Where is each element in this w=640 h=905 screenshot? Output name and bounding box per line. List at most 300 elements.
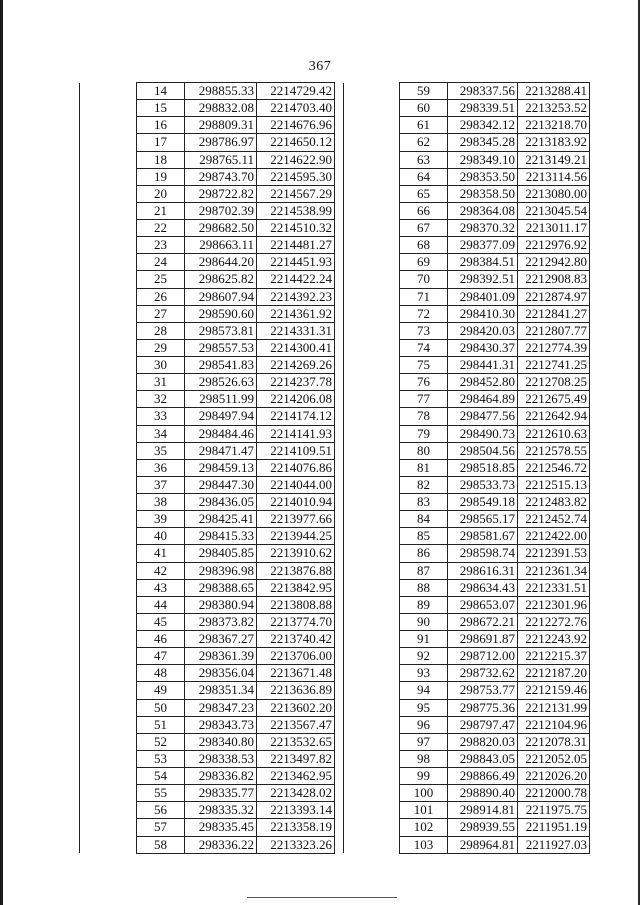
x-coordinate-cell: 298497.94 xyxy=(185,408,257,425)
table-row xyxy=(344,305,590,322)
point-number-cell: 85 xyxy=(400,528,448,545)
table-row xyxy=(344,202,590,219)
point-number-cell: 99 xyxy=(400,768,448,785)
table-row xyxy=(344,716,590,733)
y-coordinate-cell: 2213011.17 xyxy=(518,220,590,237)
x-coordinate-cell: 298549.18 xyxy=(448,494,518,511)
table-row xyxy=(80,631,335,648)
y-coordinate-cell: 2212976.92 xyxy=(518,237,590,254)
x-coordinate-cell: 298541.83 xyxy=(185,357,257,374)
table-row xyxy=(80,442,335,459)
y-coordinate-cell: 2213532.65 xyxy=(257,733,335,750)
blank-cell xyxy=(80,648,137,665)
x-coordinate-cell: 298722.82 xyxy=(185,185,257,202)
table-row xyxy=(344,494,590,511)
table-row xyxy=(80,494,335,511)
x-coordinate-cell: 298335.45 xyxy=(185,819,257,836)
y-coordinate-cell: 2212391.53 xyxy=(518,545,590,562)
point-number-cell: 36 xyxy=(137,459,185,476)
table-row xyxy=(344,545,590,562)
point-number-cell: 80 xyxy=(400,442,448,459)
point-number-cell: 93 xyxy=(400,665,448,682)
y-coordinate-cell: 2213842.95 xyxy=(257,579,335,596)
blank-cell xyxy=(344,100,400,117)
blank-cell xyxy=(344,682,400,699)
x-coordinate-cell: 298340.80 xyxy=(185,733,257,750)
table-row xyxy=(80,83,335,100)
blank-cell xyxy=(80,494,137,511)
blank-cell xyxy=(80,459,137,476)
blank-cell xyxy=(80,819,137,836)
x-coordinate-cell: 298349.10 xyxy=(448,151,518,168)
y-coordinate-cell: 2213944.25 xyxy=(257,528,335,545)
table-row xyxy=(80,596,335,613)
blank-cell xyxy=(344,408,400,425)
blank-cell xyxy=(80,511,137,528)
y-coordinate-cell: 2212546.72 xyxy=(518,459,590,476)
table-row xyxy=(80,339,335,356)
y-coordinate-cell: 2214676.96 xyxy=(257,117,335,134)
point-number-cell: 17 xyxy=(137,134,185,151)
table-row xyxy=(344,819,590,836)
blank-cell xyxy=(344,357,400,374)
x-coordinate-cell: 298337.56 xyxy=(448,83,518,100)
y-coordinate-cell: 2214300.41 xyxy=(257,339,335,356)
point-number-cell: 94 xyxy=(400,682,448,699)
blank-cell xyxy=(80,254,137,271)
y-coordinate-cell: 2212301.96 xyxy=(518,596,590,613)
blank-cell xyxy=(344,648,400,665)
point-number-cell: 47 xyxy=(137,648,185,665)
table-row xyxy=(344,648,590,665)
point-number-cell: 26 xyxy=(137,288,185,305)
point-number-cell: 40 xyxy=(137,528,185,545)
x-coordinate-cell: 298392.51 xyxy=(448,271,518,288)
table-row xyxy=(344,768,590,785)
table-row xyxy=(80,459,335,476)
blank-cell xyxy=(344,459,400,476)
y-coordinate-cell: 2213602.20 xyxy=(257,699,335,716)
y-coordinate-cell: 2212000.78 xyxy=(518,785,590,802)
point-number-cell: 56 xyxy=(137,802,185,819)
y-coordinate-cell: 2212515.13 xyxy=(518,476,590,493)
blank-cell xyxy=(80,750,137,767)
blank-cell xyxy=(80,716,137,733)
y-coordinate-cell: 2212708.25 xyxy=(518,374,590,391)
x-coordinate-cell: 298484.46 xyxy=(185,425,257,442)
y-coordinate-cell: 2214206.08 xyxy=(257,391,335,408)
table-row xyxy=(80,271,335,288)
table-row xyxy=(80,322,335,339)
y-coordinate-cell: 2214237.78 xyxy=(257,374,335,391)
y-coordinate-cell: 2212159.46 xyxy=(518,682,590,699)
coordinates-table-right xyxy=(343,82,590,854)
point-number-cell: 60 xyxy=(400,100,448,117)
point-number-cell: 103 xyxy=(400,836,448,853)
y-coordinate-cell: 2211975.75 xyxy=(518,802,590,819)
x-coordinate-cell: 298598.74 xyxy=(448,545,518,562)
table-body-left xyxy=(80,83,335,854)
table-row xyxy=(80,408,335,425)
blank-cell xyxy=(344,631,400,648)
point-number-cell: 100 xyxy=(400,785,448,802)
y-coordinate-cell: 2212187.20 xyxy=(518,665,590,682)
x-coordinate-cell: 298425.41 xyxy=(185,511,257,528)
blank-cell xyxy=(80,836,137,853)
x-coordinate-cell: 298336.82 xyxy=(185,768,257,785)
point-number-cell: 59 xyxy=(400,83,448,100)
x-coordinate-cell: 298504.56 xyxy=(448,442,518,459)
blank-cell xyxy=(80,562,137,579)
table-row xyxy=(344,613,590,630)
blank-cell xyxy=(344,288,400,305)
point-number-cell: 16 xyxy=(137,117,185,134)
x-coordinate-cell: 298712.00 xyxy=(448,648,518,665)
x-coordinate-cell: 298890.40 xyxy=(448,785,518,802)
point-number-cell: 33 xyxy=(137,408,185,425)
y-coordinate-cell: 2214567.29 xyxy=(257,185,335,202)
point-number-cell: 30 xyxy=(137,357,185,374)
blank-cell xyxy=(80,802,137,819)
blank-cell xyxy=(344,665,400,682)
table-row xyxy=(344,425,590,442)
blank-cell xyxy=(344,716,400,733)
table-row xyxy=(80,220,335,237)
point-number-cell: 19 xyxy=(137,168,185,185)
x-coordinate-cell: 298590.60 xyxy=(185,305,257,322)
table-row xyxy=(344,100,590,117)
y-coordinate-cell: 2213288.41 xyxy=(518,83,590,100)
blank-cell xyxy=(80,476,137,493)
blank-cell xyxy=(344,271,400,288)
y-coordinate-cell: 2214109.51 xyxy=(257,442,335,459)
x-coordinate-cell: 298490.73 xyxy=(448,425,518,442)
x-coordinate-cell: 298477.56 xyxy=(448,408,518,425)
blank-cell xyxy=(344,613,400,630)
blank-cell xyxy=(80,185,137,202)
blank-cell xyxy=(344,785,400,802)
x-coordinate-cell: 298607.94 xyxy=(185,288,257,305)
table-row xyxy=(344,476,590,493)
blank-cell xyxy=(80,579,137,596)
y-coordinate-cell: 2212052.05 xyxy=(518,750,590,767)
x-coordinate-cell: 298447.30 xyxy=(185,476,257,493)
table-row xyxy=(344,785,590,802)
table-row xyxy=(80,665,335,682)
x-coordinate-cell: 298436.05 xyxy=(185,494,257,511)
point-number-cell: 37 xyxy=(137,476,185,493)
blank-cell xyxy=(80,528,137,545)
point-number-cell: 14 xyxy=(137,83,185,100)
table-row xyxy=(344,699,590,716)
x-coordinate-cell: 298616.31 xyxy=(448,562,518,579)
blank-cell xyxy=(344,83,400,100)
table-row xyxy=(344,168,590,185)
point-number-cell: 24 xyxy=(137,254,185,271)
table-row xyxy=(80,254,335,271)
table-row xyxy=(80,613,335,630)
y-coordinate-cell: 2213149.21 xyxy=(518,151,590,168)
x-coordinate-cell: 298339.51 xyxy=(448,100,518,117)
table-row xyxy=(80,716,335,733)
y-coordinate-cell: 2213636.89 xyxy=(257,682,335,699)
blank-cell xyxy=(80,134,137,151)
point-number-cell: 25 xyxy=(137,271,185,288)
blank-cell xyxy=(344,151,400,168)
table-row xyxy=(344,459,590,476)
blank-cell xyxy=(80,768,137,785)
x-coordinate-cell: 298820.03 xyxy=(448,733,518,750)
point-number-cell: 27 xyxy=(137,305,185,322)
point-number-cell: 78 xyxy=(400,408,448,425)
blank-cell xyxy=(80,220,137,237)
table-row xyxy=(344,631,590,648)
x-coordinate-cell: 298533.73 xyxy=(448,476,518,493)
point-number-cell: 31 xyxy=(137,374,185,391)
table-row xyxy=(80,648,335,665)
blank-cell xyxy=(80,374,137,391)
table-row xyxy=(80,785,335,802)
x-coordinate-cell: 298356.04 xyxy=(185,665,257,682)
point-number-cell: 67 xyxy=(400,220,448,237)
point-number-cell: 91 xyxy=(400,631,448,648)
y-coordinate-cell: 2212610.63 xyxy=(518,425,590,442)
y-coordinate-cell: 2213774.70 xyxy=(257,613,335,630)
x-coordinate-cell: 298401.09 xyxy=(448,288,518,305)
scan-edge-left xyxy=(0,0,3,905)
blank-cell xyxy=(344,750,400,767)
footer-line xyxy=(247,897,397,898)
point-number-cell: 50 xyxy=(137,699,185,716)
table-row xyxy=(344,391,590,408)
point-number-cell: 90 xyxy=(400,613,448,630)
table-row xyxy=(344,682,590,699)
table-row xyxy=(344,151,590,168)
x-coordinate-cell: 298775.36 xyxy=(448,699,518,716)
point-number-cell: 20 xyxy=(137,185,185,202)
y-coordinate-cell: 2213977.66 xyxy=(257,511,335,528)
blank-cell xyxy=(344,322,400,339)
blank-cell xyxy=(80,357,137,374)
y-coordinate-cell: 2212874.97 xyxy=(518,288,590,305)
point-number-cell: 38 xyxy=(137,494,185,511)
y-coordinate-cell: 2212422.00 xyxy=(518,528,590,545)
point-number-cell: 84 xyxy=(400,511,448,528)
blank-cell xyxy=(344,305,400,322)
table-row xyxy=(80,117,335,134)
x-coordinate-cell: 298338.53 xyxy=(185,750,257,767)
table-row xyxy=(344,802,590,819)
table-row xyxy=(344,288,590,305)
x-coordinate-cell: 298581.67 xyxy=(448,528,518,545)
x-coordinate-cell: 298866.49 xyxy=(448,768,518,785)
y-coordinate-cell: 2214622.90 xyxy=(257,151,335,168)
blank-cell xyxy=(80,613,137,630)
y-coordinate-cell: 2214331.31 xyxy=(257,322,335,339)
x-coordinate-cell: 298672.21 xyxy=(448,613,518,630)
y-coordinate-cell: 2213183.92 xyxy=(518,134,590,151)
point-number-cell: 87 xyxy=(400,562,448,579)
y-coordinate-cell: 2213253.52 xyxy=(518,100,590,117)
table-row xyxy=(344,562,590,579)
blank-cell xyxy=(344,391,400,408)
y-coordinate-cell: 2212841.27 xyxy=(518,305,590,322)
point-number-cell: 71 xyxy=(400,288,448,305)
y-coordinate-cell: 2212078.31 xyxy=(518,733,590,750)
y-coordinate-cell: 2212741.25 xyxy=(518,357,590,374)
x-coordinate-cell: 298384.51 xyxy=(448,254,518,271)
y-coordinate-cell: 2214703.40 xyxy=(257,100,335,117)
x-coordinate-cell: 298335.32 xyxy=(185,802,257,819)
y-coordinate-cell: 2214481.27 xyxy=(257,237,335,254)
y-coordinate-cell: 2214451.93 xyxy=(257,254,335,271)
point-number-cell: 101 xyxy=(400,802,448,819)
x-coordinate-cell: 298342.12 xyxy=(448,117,518,134)
y-coordinate-cell: 2213114.56 xyxy=(518,168,590,185)
table-row xyxy=(80,528,335,545)
x-coordinate-cell: 298343.73 xyxy=(185,716,257,733)
x-coordinate-cell: 298452.80 xyxy=(448,374,518,391)
point-number-cell: 48 xyxy=(137,665,185,682)
blank-cell xyxy=(344,511,400,528)
point-number-cell: 70 xyxy=(400,271,448,288)
blank-cell xyxy=(80,682,137,699)
point-number-cell: 35 xyxy=(137,442,185,459)
y-coordinate-cell: 2213740.42 xyxy=(257,631,335,648)
blank-cell xyxy=(344,699,400,716)
y-coordinate-cell: 2214269.26 xyxy=(257,357,335,374)
blank-cell xyxy=(80,665,137,682)
point-number-cell: 83 xyxy=(400,494,448,511)
point-number-cell: 75 xyxy=(400,357,448,374)
table-row xyxy=(80,288,335,305)
blank-cell xyxy=(344,442,400,459)
y-coordinate-cell: 2214650.12 xyxy=(257,134,335,151)
y-coordinate-cell: 2212243.92 xyxy=(518,631,590,648)
y-coordinate-cell: 2212675.49 xyxy=(518,391,590,408)
point-number-cell: 32 xyxy=(137,391,185,408)
y-coordinate-cell: 2213323.26 xyxy=(257,836,335,853)
blank-cell xyxy=(344,836,400,853)
y-coordinate-cell: 2212483.82 xyxy=(518,494,590,511)
table-row xyxy=(80,134,335,151)
blank-cell xyxy=(344,237,400,254)
table-row xyxy=(80,511,335,528)
x-coordinate-cell: 298663.11 xyxy=(185,237,257,254)
blank-cell xyxy=(80,425,137,442)
x-coordinate-cell: 298430.37 xyxy=(448,339,518,356)
blank-cell xyxy=(80,100,137,117)
x-coordinate-cell: 298410.30 xyxy=(448,305,518,322)
point-number-cell: 28 xyxy=(137,322,185,339)
table-row xyxy=(80,750,335,767)
x-coordinate-cell: 298415.33 xyxy=(185,528,257,545)
x-coordinate-cell: 298361.39 xyxy=(185,648,257,665)
table-row xyxy=(344,733,590,750)
x-coordinate-cell: 298682.50 xyxy=(185,220,257,237)
table-row xyxy=(344,596,590,613)
table-row xyxy=(80,305,335,322)
y-coordinate-cell: 2213808.88 xyxy=(257,596,335,613)
y-coordinate-cell: 2213706.00 xyxy=(257,648,335,665)
point-number-cell: 77 xyxy=(400,391,448,408)
x-coordinate-cell: 298471.47 xyxy=(185,442,257,459)
table-row xyxy=(344,665,590,682)
y-coordinate-cell: 2213393.14 xyxy=(257,802,335,819)
blank-cell xyxy=(344,819,400,836)
y-coordinate-cell: 2213428.02 xyxy=(257,785,335,802)
x-coordinate-cell: 298914.81 xyxy=(448,802,518,819)
blank-cell xyxy=(80,733,137,750)
point-number-cell: 88 xyxy=(400,579,448,596)
y-coordinate-cell: 2212331.51 xyxy=(518,579,590,596)
table-row xyxy=(80,545,335,562)
table-row xyxy=(80,562,335,579)
table-row xyxy=(344,339,590,356)
x-coordinate-cell: 298644.20 xyxy=(185,254,257,271)
x-coordinate-cell: 298358.50 xyxy=(448,185,518,202)
point-number-cell: 46 xyxy=(137,631,185,648)
point-number-cell: 76 xyxy=(400,374,448,391)
point-number-cell: 96 xyxy=(400,716,448,733)
x-coordinate-cell: 298420.03 xyxy=(448,322,518,339)
blank-cell xyxy=(80,339,137,356)
x-coordinate-cell: 298557.53 xyxy=(185,339,257,356)
blank-cell xyxy=(80,237,137,254)
y-coordinate-cell: 2214595.30 xyxy=(257,168,335,185)
y-coordinate-cell: 2214010.94 xyxy=(257,494,335,511)
y-coordinate-cell: 2214538.99 xyxy=(257,202,335,219)
blank-cell xyxy=(344,425,400,442)
x-coordinate-cell: 298573.81 xyxy=(185,322,257,339)
blank-cell xyxy=(80,699,137,716)
table-row xyxy=(344,83,590,100)
y-coordinate-cell: 2214510.32 xyxy=(257,220,335,237)
table-row xyxy=(344,511,590,528)
x-coordinate-cell: 298832.08 xyxy=(185,100,257,117)
x-coordinate-cell: 298464.89 xyxy=(448,391,518,408)
blank-cell xyxy=(344,802,400,819)
blank-cell xyxy=(80,391,137,408)
x-coordinate-cell: 298526.63 xyxy=(185,374,257,391)
table-row xyxy=(344,117,590,134)
point-number-cell: 74 xyxy=(400,339,448,356)
y-coordinate-cell: 2212452.74 xyxy=(518,511,590,528)
point-number-cell: 61 xyxy=(400,117,448,134)
table-row xyxy=(80,802,335,819)
blank-cell xyxy=(80,83,137,100)
y-coordinate-cell: 2212026.20 xyxy=(518,768,590,785)
y-coordinate-cell: 2212942.80 xyxy=(518,254,590,271)
table-row xyxy=(80,699,335,716)
point-number-cell: 52 xyxy=(137,733,185,750)
y-coordinate-cell: 2214141.93 xyxy=(257,425,335,442)
x-coordinate-cell: 298336.22 xyxy=(185,836,257,853)
point-number-cell: 86 xyxy=(400,545,448,562)
table-row xyxy=(80,374,335,391)
blank-cell xyxy=(344,202,400,219)
table-row xyxy=(80,819,335,836)
x-coordinate-cell: 298855.33 xyxy=(185,83,257,100)
blank-cell xyxy=(80,202,137,219)
table-row xyxy=(80,579,335,596)
table-row xyxy=(344,528,590,545)
point-number-cell: 23 xyxy=(137,237,185,254)
x-coordinate-cell: 298732.62 xyxy=(448,665,518,682)
x-coordinate-cell: 298335.77 xyxy=(185,785,257,802)
x-coordinate-cell: 298809.31 xyxy=(185,117,257,134)
point-number-cell: 79 xyxy=(400,425,448,442)
